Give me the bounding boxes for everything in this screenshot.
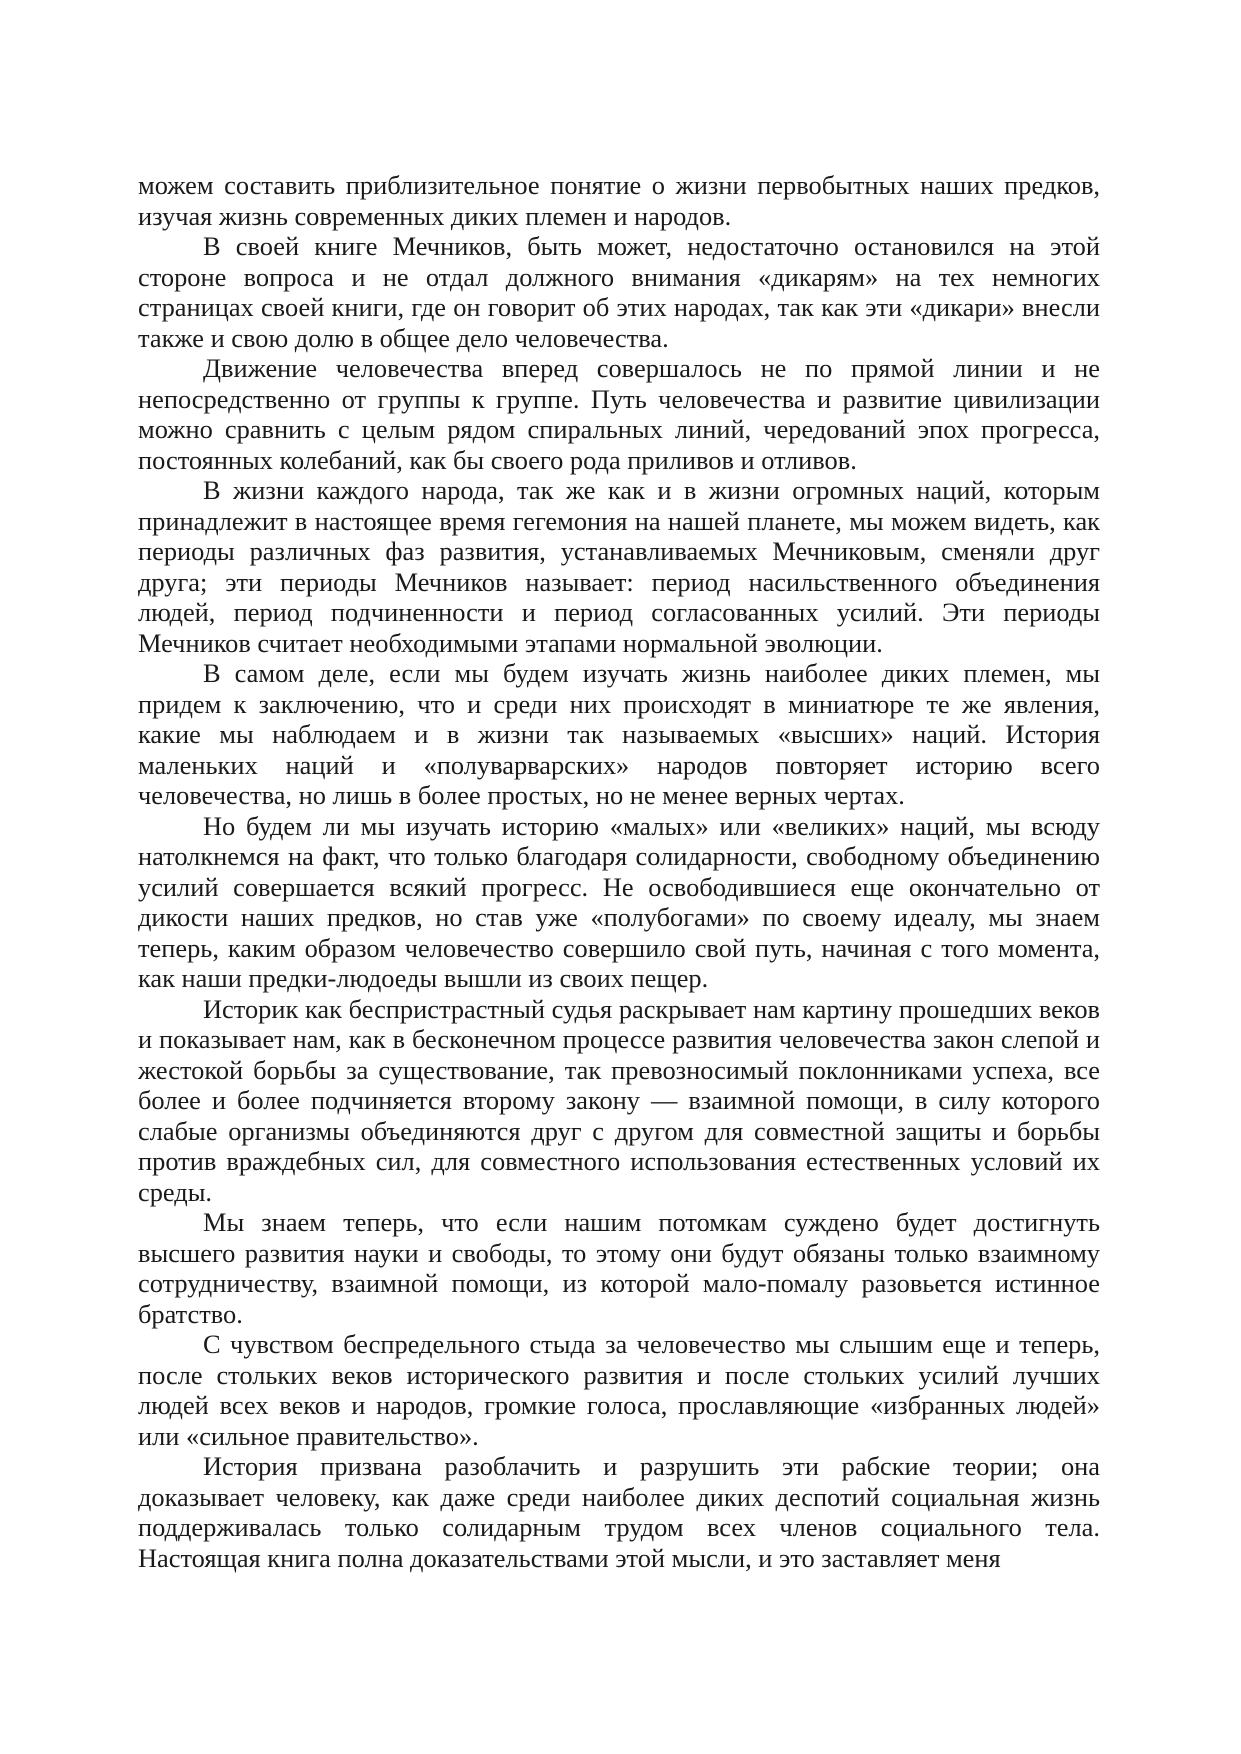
paragraph-6: Но будем ли мы изучать историю «малых» или «великих» наций, мы всюду натолкнемся на факт, что только благодаря солидарности, свободному объединению усилий совершается всякий прогресс. Не освободившиеся еще окончательно от дикости наших предков, но став уже «полубогами» по своему идеалу, мы знаем теперь, каким образом человечество совершило свой путь, начиная с того момента, как наши предки-людоеды вышли из своих пещер. [138, 810, 1100, 993]
paragraph-2: В своей книге Мечников, быть может, недостаточно остановился на этой стороне вопроса и не отдал должного внимания «дикарям» на тех немногих страницах своей книги, где он говорит об этих народах, так как эти «дикари» внесли также и свою долю в общее дело человечества. [138, 231, 1100, 353]
paragraph-4: В жизни каждого народа, так же как и в жизни огромных наций, которым принадлежит в настоящее время гегемония на нашей планете, мы можем видеть, как периоды различных фаз развития, устанавливаемых Мечниковым, сменяли друг друга; эти периоды Мечников называет: период насильственного объединения людей, период подчиненности и период согласованных усилий. Эти периоды Мечников считает необходимыми этапами нормальной эволюции. [138, 475, 1100, 658]
paragraph-1: можем составить приблизительное понятие о жизни первобытных наших предков, изучая жизнь современных диких племен и народов. [138, 170, 1100, 231]
paragraph-7: Историк как беспристрастный судья раскрывает нам картину прошедших веков и показывает нам, как в бесконечном процессе развития человечества закон слепой и жестокой борьбы за существование, так превозносимый поклонниками успеха, все более и более подчиняется второму закону — взаимной помощи, в силу которого слабые организмы объединяются друг с другом для совместной защиты и борьбы против враждебных сил, для совместного использования естественных условий их среды. [138, 993, 1100, 1207]
document-page [138, 170, 1100, 1573]
paragraph-10: История призвана разоблачить и разрушить эти рабские теории; она доказывает человеку, как даже среди наиболее диких деспотий социальная жизнь поддерживалась только солидарным трудом всех членов социального тела. Настоящая книга полна доказательствами этой мысли, и это заставляет меня [138, 1451, 1100, 1573]
paragraph-5: В самом деле, если мы будем изучать жизнь наиболее диких племен, мы придем к заключению, что и среди них происходят в миниатюре те же явления, какие мы наблюдаем и в жизни так называемых «высших» наций. История маленьких наций и «полуварварских» народов повторяет историю всего человечества, но лишь в более простых, но не менее верных чертах. [138, 658, 1100, 810]
paragraph-9: С чувством беспредельного стыда за человечество мы слышим еще и теперь, после стольких веков исторического развития и после стольких усилий лучших людей всех веков и народов, громкие голоса, прославляющие «избранных людей» или «сильное правительство». [138, 1329, 1100, 1451]
paragraph-3: Движение человечества вперед совершалось не по прямой линии и не непосредственно от группы к группе. Путь человечества и развитие цивилизации можно сравнить с целым рядом спиральных линий, чередований эпох прогресса, постоянных колебаний, как бы своего рода приливов и отливов. [138, 353, 1100, 475]
paragraph-8: Мы знаем теперь, что если нашим потомкам суждено будет достигнуть высшего развития науки и свободы, то этому они будут обязаны только взаимному сотрудничеству, взаимной помощи, из которой мало-помалу разовьется истинное братство. [138, 1207, 1100, 1329]
